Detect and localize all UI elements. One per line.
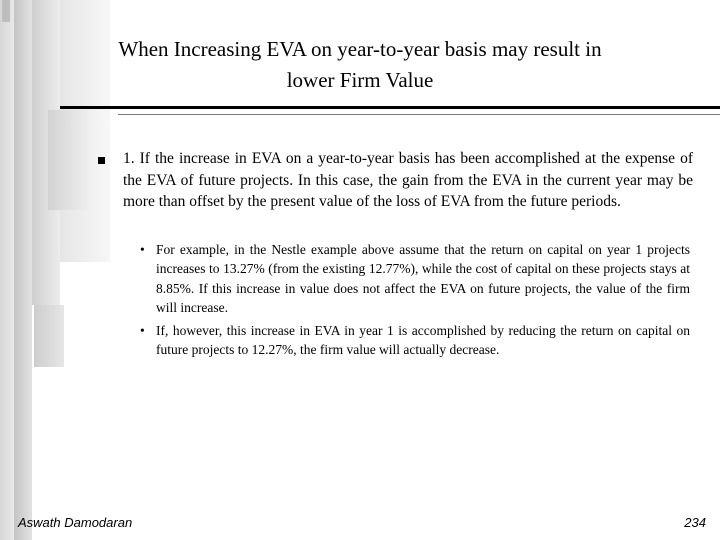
main-point-text: 1. If the increase in EVA on a year-to-year basis has been accomplished at the expense of the EVA of future projects. In this case, the gain from the EVA in the current year may be more than offset by the present value of the loss of EVA from the future periods. <box>123 150 693 210</box>
decorative-bar <box>34 305 64 367</box>
bullet-icon: • <box>140 323 145 338</box>
sub-point <box>140 240 690 317</box>
square-bullet-icon <box>98 157 105 164</box>
slide-title <box>60 34 660 96</box>
sub-point <box>140 321 690 360</box>
slide-title-line-2: lower Firm Value <box>286 68 434 92</box>
decorative-bar <box>0 0 14 540</box>
footer-author: Aswath Damodaran <box>18 515 133 530</box>
slide-title-line-1: When Increasing EVA on year-to-year basis may result in <box>118 37 602 61</box>
title-divider-thin <box>118 114 720 115</box>
sub-point-text: If, however, this increase in EVA in year 1 is accomplished by reducing the return on capital on future projects to 12.27%, the firm value will actually decrease. <box>156 323 690 358</box>
decorative-bar <box>14 0 32 540</box>
bullet-icon: • <box>140 242 145 257</box>
sub-point-text: For example, in the Nestle example above assume that the return on capital on year 1 projects increases to 13.27% (from the existing 12.77%), while the cost of capital on these projects stays at 8.85%. If this increase in value does not affect the EVA on future projects, the value of the firm will increase. <box>156 242 690 315</box>
decorative-bar <box>48 110 88 210</box>
page-number: 234 <box>684 515 706 530</box>
decorative-bar <box>2 0 10 22</box>
title-divider <box>60 106 720 109</box>
